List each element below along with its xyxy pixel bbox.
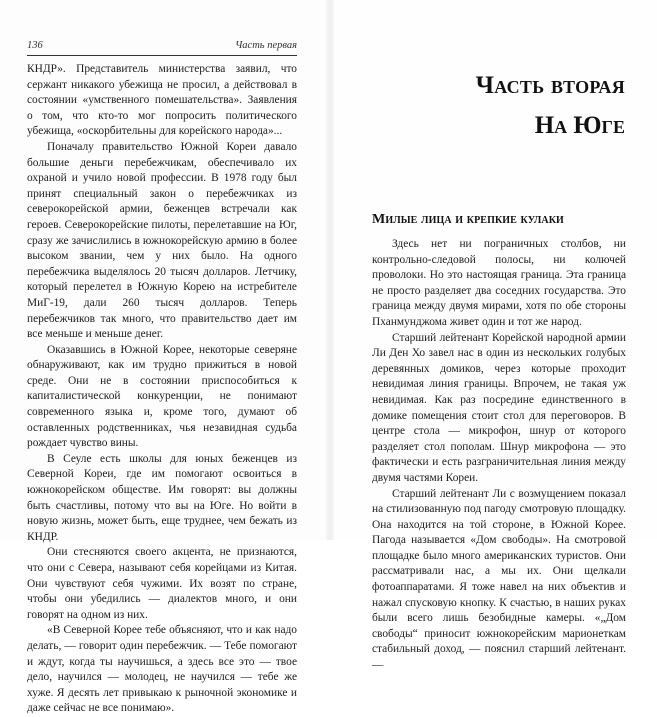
paragraph: Здесь нет ни пограничных столбов, ни контрольно-следовой полосы, ни колючей проволоки. Но это настоящая граница. Эта граница не просто разделяет два соседних государства. Это граница между двумя мирами, хотя по обе стороны Пханмунджома живет один и тот же народ. [372, 238, 626, 328]
paragraph: Оказавшись в Южной Корее, некоторые северяне обнаруживают, как им трудно прижиться в новой среде. Они не в состоянии приспособиться к капиталистической конкуренции, не понимают современного языка и, кроме того, думают об оставленных родственниках, чья незавидная судьба рождает чувство вины. [27, 343, 297, 450]
paragraph: Они стесняются своего акцента, не признаются, что они с Севера, называют себя корейцами из Китая. Они чувствуют себя чужими. Их возят по стране, чтобы они убедились — диалектов много, и они говорят на одном из них. [27, 546, 297, 621]
part-title: Часть вторая [475, 72, 625, 99]
paragraph: Старший лейтенант Ли с возмущением показал на стилизованную под пагоду смотровую площадку. Она находится на той стороне, в Южной Корее. Пагода называется «Дом свободы». На смотровой площадке было много американских туристов. Они рассматривали нас, а мы их. Они щелкали фотоаппаратами. Я тоже навел на них объектив и нажал спусковую кнопку. К счастью, в наших руках были всего лишь безобидные камеры. «„Дом свободы“ приносит южнокорейским марионеткам стабильный доход, — пояснил старший лейтенант. — [372, 487, 626, 672]
page-number: 136 [27, 40, 43, 51]
book-gutter [326, 0, 334, 540]
paragraph: В Сеуле есть школы для юных беженцев из Северной Кореи, где им помогают освоиться в южнокорейском обществе. Им говорят: вы должны быть счастливы, потому что вы на Юге. Но войти в новую жизнь, может быть, еще труднее, чем бежать из КНДР. [27, 452, 297, 543]
section-title: Милые лица и крепкие кулаки [372, 212, 564, 227]
paragraph: «В Северной Корее тебе объясняют, что и как надо делать, — говорит один перебежчик. — Тебе помогают и ждут, когда ты научишься, а здесь все это — твое дело, научился — молодец, не научился — тебе же хуже. Я десять лет привыкаю к рыночной экономике и даже сейчас не все понимаю». [27, 624, 297, 715]
left-body-text [27, 62, 297, 717]
right-body-text [372, 237, 626, 674]
part-subtitle: На Юге [534, 112, 625, 139]
running-title: Часть первая [235, 40, 297, 51]
paragraph: Поначалу правительство Южной Кореи давало большие деньги перебежчикам, обеспечивало их охраной и учило новой профессии. В 1978 году был принят специальный закон о перебежчиках из северокорейской армии, беженцев встречали как героев. Северокорейские пилоты, перелетавшие на Юг, сразу же зачислились в южнокорейскую армию в более высоком звании, чем у них было. На одного перебежчика выделялось 20 тысяч долларов. Летчику, который перелетел в Южную Корею на истребителе МиГ-19, дали 260 тысяч долларов. Теперь перебежчиков так много, что правительство дает им все меньше и меньше денег. [27, 140, 297, 341]
running-head [27, 40, 297, 54]
paragraph: Старший лейтенант Корейской народной армии Ли Ден Хо завел нас в один из нескольких голубых деревянных домиков, через которые проходит невидимая линия границы. Впрочем, не такая уж невидимая. Как раз посредине единственного в домике помещения стоит стол для переговоров. В центре стола — микрофон, шнур от которого разделяет стол пополам. Шнур микрофона — это фактически и есть разграничительная линия между двумя частями Кореи. [372, 331, 626, 484]
header-rule [27, 55, 297, 56]
paragraph: КНДР». Представитель министерства заявил, что сержант никакого убежища не просил, а действовал в состоянии «умственного помешательства». Заявления о том, что кто-то мог попросить политического убежища, «оскорбительны для корейского народа»... [27, 63, 297, 138]
